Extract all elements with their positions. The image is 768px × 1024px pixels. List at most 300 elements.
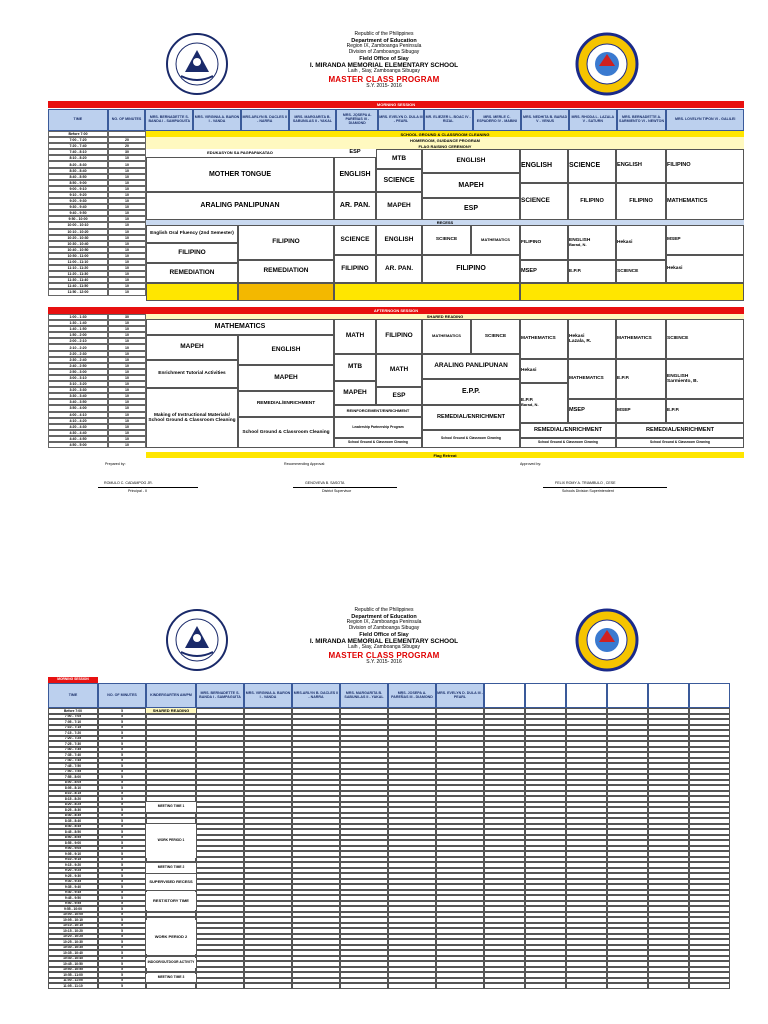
time-slot: 2:50 - 3:00 (48, 369, 108, 375)
time-slot: 8:10 - 8:20 (48, 155, 108, 161)
filipino-cell-h: FILIPINO (238, 225, 334, 260)
minutes-value: 5 (98, 835, 146, 841)
time-slot: 8:45 - 8:50 (48, 829, 98, 835)
minutes-value: 5 (98, 851, 146, 857)
english-cell-j: ENGLISH (376, 225, 422, 255)
remedial-cell-d: REMEDIAL/ENRICHMENT (616, 423, 744, 438)
minutes-value: 5 (98, 961, 146, 967)
minutes-value: 20 (108, 137, 146, 143)
msep-cell-p: MSEP (666, 225, 744, 255)
rest-story-time: REST/STORY TIME (146, 892, 196, 910)
time-slot: 8:40 - 8:45 (48, 824, 98, 830)
empty-column-header (525, 683, 566, 708)
minutes-value: 10 (108, 436, 146, 442)
time-slot: 4:40 - 4:50 (48, 436, 108, 442)
filipino-cell-i: FILIPINO (334, 255, 376, 283)
time-slot: 11:40 - 11:50 (48, 283, 108, 289)
science-cell-pm-f: SCIENCE (471, 319, 520, 354)
mapeh-cell-b: MAPEH (422, 173, 520, 198)
empty-cell (689, 983, 730, 989)
araling-cell: ARALING PANLIPUNAN (146, 192, 334, 220)
minutes-value: 5 (98, 967, 146, 973)
signatory-1-role: Principal - II (128, 489, 147, 493)
remedial-cell-c: REMEDIAL/ENRICHMENT (520, 423, 616, 438)
time-slot: 2:00 - 2:10 (48, 338, 108, 344)
minutes-value: 10 (108, 168, 146, 174)
time-slot: 11:10 - 11:20 (48, 265, 108, 271)
recommending-label: Recommending Approval: (284, 462, 326, 466)
time-column-am (48, 131, 146, 296)
minutes-value: 5 (98, 725, 146, 731)
minutes-value: 10 (108, 235, 146, 241)
time-slot: Before 7:00 (48, 131, 108, 137)
minutes-value: 10 (108, 241, 146, 247)
time-slot: 10:10 - 10:15 (48, 923, 98, 929)
filipino-cell-e: FILIPINO (616, 183, 666, 220)
empty-column-header (648, 683, 689, 708)
time-column-pm (48, 314, 146, 448)
column-header-row (48, 683, 730, 708)
esp-cell-b: ESP (422, 198, 520, 220)
mtb-cell-a: MTB (376, 149, 422, 169)
school-name: I. MIRANDA MEMORIAL ELEMENTARY SCHOOL (309, 61, 459, 69)
minutes-value: 10 (108, 222, 146, 228)
school-ground-cell-e: School Ground & Classroom Cleaning (616, 438, 744, 448)
school-ground-cell-d: School Ground & Classroom Cleaning (520, 438, 616, 448)
minutes-value: 10 (108, 283, 146, 289)
minutes-value: 5 (98, 862, 146, 868)
orange-filler-a (238, 283, 334, 301)
remediation-cell-a: REMEDIATION (146, 263, 238, 283)
time-slot: 7:50 - 7:55 (48, 769, 98, 775)
minutes-value: 10 (108, 424, 146, 430)
minutes-value: 10 (108, 405, 146, 411)
science-cell-i: SCIENCE (334, 225, 376, 255)
msep-cell-pm-i: MSEP (616, 399, 666, 423)
minutes-value: 10 (108, 277, 146, 283)
time-slot: 7:45 - 7:50 (48, 763, 98, 769)
minutes-value: 5 (98, 824, 146, 830)
time-slot: 10:10 - 10:20 (48, 229, 108, 235)
time-slot: 9:45 - 9:50 (48, 895, 98, 901)
yellow-filler-b (334, 283, 520, 301)
school-year: S.Y. 2015- 2016 (366, 659, 402, 666)
english-cell-pm-j (666, 359, 744, 399)
time-slot: 8:00 - 8:05 (48, 780, 98, 786)
minutes-value: 5 (98, 912, 146, 918)
time-slot: 8:20 - 8:25 (48, 802, 98, 808)
school-address: Laih , Siay, Zamboanga Sibugay (348, 644, 420, 651)
minutes-value: 5 (98, 791, 146, 797)
minutes-value: 5 (98, 868, 146, 874)
minutes-value: 20 (108, 143, 146, 149)
english-cell-n (568, 225, 616, 260)
time-slot: 7:25 - 7:30 (48, 741, 98, 747)
minutes-value: 10 (108, 320, 146, 326)
time-slot: 4:00 - 4:10 (48, 412, 108, 418)
mother-tongue-cell: MOTHER TONGUE (146, 157, 334, 192)
minutes-value: 10 (108, 247, 146, 253)
minutes-value: 10 (108, 174, 146, 180)
column-header: TIME (48, 683, 98, 708)
column-header: MRS. EVELYN D. DULA III - PEARL (436, 683, 484, 708)
division-line: Division of Zamboanga Sibugay (348, 48, 420, 55)
minutes-value: 5 (98, 780, 146, 786)
time-slot: 9:10 - 9:15 (48, 857, 98, 863)
meeting-time-2: MEETING TIME 2 (146, 863, 196, 873)
minutes-value: 5 (98, 719, 146, 725)
filipino-cell-pm-e: FILIPINO (376, 319, 422, 354)
minutes-value: 5 (98, 895, 146, 901)
minutes-value: 10 (108, 216, 146, 222)
time-slot: Before 7:00 (48, 708, 98, 714)
minutes-value: 5 (98, 934, 146, 940)
ground-cleaning-band: SCHOOL GROUND & CLASSROOM CLEANING (146, 131, 744, 137)
column-header: NO. OF MINUTES (108, 109, 146, 131)
hekasi-cell-pm-h (568, 319, 616, 359)
ar-pan-cell-j: AR. PAN. (376, 255, 422, 283)
minutes-value: 10 (108, 344, 146, 350)
approved-by-label: Approved by: (520, 462, 542, 466)
minutes-value: 10 (108, 357, 146, 363)
minutes-value: 10 (108, 399, 146, 405)
column-header: MRS. MARGARITA B. SABUNILAS II - YAKAL (289, 109, 337, 131)
column-header: MRS. VIRGINIA A. BARON I - VANDA (193, 109, 241, 131)
time-slot: 7:20 - 7:40 (48, 143, 108, 149)
minutes-value: 5 (98, 818, 146, 824)
time-slot: 7:20 - 7:25 (48, 736, 98, 742)
minutes-value: 5 (98, 978, 146, 984)
time-slot: 8:05 - 8:10 (48, 785, 98, 791)
minutes-value: 5 (98, 945, 146, 951)
minutes-value: 5 (98, 807, 146, 813)
filipino-cell-f: FILIPINO (666, 149, 744, 183)
mathematics-cell-pm-g: MATHEMATICS (520, 319, 568, 359)
time-slot: 11:30 - 11:40 (48, 277, 108, 283)
column-header-row (48, 109, 744, 131)
minutes-value: 5 (98, 873, 146, 879)
afternoon-session-band: AFTERNOON SESSION (48, 307, 744, 314)
time-slot: 9:50 - 9:55 (48, 901, 98, 907)
signature-line-2 (293, 487, 397, 488)
column-header: MRS. NEDHITA B. BARAD V - VENUS (521, 109, 569, 131)
time-slot: 9:05 - 9:10 (48, 851, 98, 857)
indoor-outdoor-activity: INDOOR/OUTDOOR ACTIVITY (146, 958, 196, 968)
minutes-value: 5 (98, 917, 146, 923)
column-header: MR. ELIEZER L. BOAC IV - RIZAL (424, 109, 473, 131)
minutes-value: 10 (108, 351, 146, 357)
minutes-value: 5 (98, 950, 146, 956)
time-slot: 3:00 - 3:10 (48, 375, 108, 381)
making-materials-cell: Making of Instructional Materials/ School Ground & Classroom Cleaning (146, 388, 238, 448)
homeroom-band: HOMEROOM, GUIDANCE PROGRAM (146, 137, 744, 143)
araling-pan-cell-pm: ARALING PANLIPUNAN (422, 354, 520, 379)
time-slot: 9:30 - 9:35 (48, 879, 98, 885)
mathematics-cell-pm: MATHEMATICS (146, 319, 334, 335)
time-slot: 11:00 - 11:05 (48, 978, 98, 984)
minutes-value: 5 (98, 769, 146, 775)
column-header: MRS.ARLYN B. DACLES II - NARRA (292, 683, 340, 708)
ar-pan-cell-a: AR. PAN. (334, 192, 376, 220)
english-text: ENGLISH (667, 373, 689, 379)
signatory-2-name: GENOVEVA B. SASOTA (305, 481, 345, 485)
school-ground-cell-a: School Ground & Classroom Cleaning (238, 417, 334, 448)
science-cell-c: SCIENCE (520, 183, 568, 220)
minutes-value: 10 (108, 155, 146, 161)
minutes-value: 5 (98, 736, 146, 742)
school-name: I. MIRANDA MEMORIAL ELEMENTARY SCHOOL (309, 637, 459, 645)
mapeh-cell-pm-a: MAPEH (146, 335, 238, 360)
hekasi-cell-p: Hekasi (666, 255, 744, 283)
republic-line: Republic of the Philippines (354, 31, 414, 37)
minutes-value: 10 (108, 265, 146, 271)
time-slot: 8:35 - 8:40 (48, 818, 98, 824)
minutes-value: 10 (108, 259, 146, 265)
signatory-3-role: Schools Division Superintendent (562, 489, 614, 493)
time-slot: 2:40 - 2:50 (48, 363, 108, 369)
english-cell-b: ENGLISH (422, 149, 520, 173)
time-row (48, 983, 730, 989)
time-slot: 8:50 - 9:00 (48, 180, 108, 186)
time-slot: 10:15 - 10:20 (48, 928, 98, 934)
time-slot: 9:15 - 9:20 (48, 862, 98, 868)
schedule-cell (196, 983, 244, 989)
minutes-value: 5 (98, 890, 146, 896)
minutes-value: 5 (98, 747, 146, 753)
time-slot: 2:30 - 2:40 (48, 357, 108, 363)
time-slot: 8:55 - 9:00 (48, 840, 98, 846)
minutes-value: 10 (108, 229, 146, 235)
minutes-value: 30 (108, 314, 146, 320)
empty-column-header (689, 683, 730, 708)
signatory-1-name: ROMULO C. CADAMPOG JR. (104, 481, 153, 485)
empty-cell (607, 983, 648, 989)
minutes-value: 5 (98, 763, 146, 769)
time-slot: 3:30 - 3:40 (48, 393, 108, 399)
column-header: MRS. VIRGINIA A. BARON I - VANDA (244, 683, 292, 708)
empty-cell (648, 983, 689, 989)
document-header (220, 608, 548, 666)
time-slot: 9:40 - 9:50 (48, 210, 108, 216)
science-cell-a: SCIENCE (376, 169, 422, 192)
column-header: NO. OF MINUTES (98, 683, 146, 708)
math-cell-pm-d: MATH (334, 319, 376, 354)
schedule-cell (244, 983, 292, 989)
field-office-line: Field Office of Siay (359, 631, 409, 638)
epp-cell-pm-g (520, 383, 568, 423)
epp-text: E.P.P. (521, 398, 534, 404)
schedule-cell (146, 983, 196, 989)
mathematics-cell-pm-f: MATHEMATICS (422, 319, 471, 354)
division-line: Division of Zamboanga Sibugay (348, 624, 420, 631)
barad-text: Barad, N. (569, 241, 587, 247)
column-header: TIME (48, 109, 108, 131)
minutes-value: 5 (98, 741, 146, 747)
time-slot: 9:20 - 9:25 (48, 868, 98, 874)
field-office-line: Field Office of Siay (359, 55, 409, 62)
minutes-value: 10 (108, 412, 146, 418)
time-slot: 11:05 - 11:10 (48, 983, 98, 989)
minutes-value: 5 (98, 884, 146, 890)
time-slot: 2:10 - 2:20 (48, 344, 108, 350)
column-header: MRS. BERNADETTE A. SARMIENTO VI - NEWTON (617, 109, 667, 131)
epp-cell-pm: E.P.P. (422, 379, 520, 405)
shared-reading-band: SHARED READING (146, 708, 196, 713)
column-header: MRS. BERNADETTE S. BANDA I - SAMPAGUITA (196, 683, 244, 708)
column-header: MRS. MARGARITA B. SABUNILAS II - YAKAL (340, 683, 388, 708)
meeting-time-3: MEETING TIME 3 (146, 974, 196, 982)
filipino-cell-m: FILIPINO (520, 225, 568, 260)
prepared-by-label: Prepared by: (105, 462, 126, 466)
minutes-value: 5 (98, 714, 146, 720)
mtb-cell-pm-d: MTB (334, 354, 376, 381)
minutes-value: 5 (98, 901, 146, 907)
time-slot: 10:20 - 10:25 (48, 934, 98, 940)
time-slot: 1:00 - 1:30 (48, 314, 108, 320)
hekasi-cell-o: Hekasi (616, 225, 666, 260)
minutes-value: 5 (98, 983, 146, 989)
minutes-value: 5 (98, 956, 146, 962)
meeting-time-1: MEETING TIME 1 (146, 802, 196, 812)
time-slot: 10:35 - 10:40 (48, 950, 98, 956)
english-text: ENGLISH (569, 237, 591, 243)
minutes-value: 5 (98, 840, 146, 846)
time-slot: 8:30 - 8:40 (48, 168, 108, 174)
minutes-value: 5 (98, 708, 146, 714)
empty-column-header (484, 683, 525, 708)
mapeh-cell-pm-d: MAPEH (334, 381, 376, 405)
time-slot: 10:00 - 10:10 (48, 222, 108, 228)
time-slot: 10:40 - 10:45 (48, 956, 98, 962)
minutes-value: 10 (108, 326, 146, 332)
minutes-value: 10 (108, 161, 146, 167)
page-title: MASTER CLASS PROGRAM (328, 651, 440, 661)
region-line: Region IX, Zamboanga Peninsula (346, 619, 422, 626)
time-slot: 9:20 - 9:30 (48, 198, 108, 204)
leadership-cell: Leadership Partnership Program (334, 417, 422, 438)
time-slot: 7:00 - 7:05 (48, 714, 98, 720)
minutes-value: 5 (98, 879, 146, 885)
column-header: MRS. BERNADETTE S. BANDA I - SAMPAGUITA (145, 109, 193, 131)
supervised-recess: SUPERVISED RECESS (146, 874, 196, 890)
schedule-cell (340, 983, 388, 989)
time-slot: 10:50 - 10:55 (48, 967, 98, 973)
minutes-value: 10 (108, 381, 146, 387)
minutes-value: 5 (98, 829, 146, 835)
mapeh-cell-pm-c: MAPEH (238, 365, 334, 391)
recess-band: RECESS (146, 220, 744, 225)
english-cell-e: ENGLISH (616, 149, 666, 183)
minutes-value: 5 (98, 758, 146, 764)
empty-column-header (607, 683, 648, 708)
science-cell-d: SCIENCE (568, 149, 616, 183)
shared-reading-band: SHARED READING (146, 314, 744, 319)
science-cell-o: SCIENCE (616, 260, 666, 283)
time-slot: 3:40 - 3:50 (48, 399, 108, 405)
time-slot: 1:50 - 2:00 (48, 332, 108, 338)
minutes-value: 10 (108, 271, 146, 277)
empty-cell (566, 983, 607, 989)
time-slot: 7:15 - 7:20 (48, 730, 98, 736)
mapeh-cell-a: MAPEH (376, 192, 422, 220)
time-slot: 8:10 - 8:15 (48, 791, 98, 797)
document-header (220, 32, 548, 90)
lazala-text: Lazala, R. (569, 339, 592, 344)
column-header: MRS. LOVELYN TIPON VI - GALILEI (666, 109, 744, 131)
time-slot: 11:00 - 11:10 (48, 259, 108, 265)
time-slot: 3:20 - 3:30 (48, 387, 108, 393)
flag-retreat-band: Flag Retreat (146, 452, 744, 458)
time-slot: 9:30 - 9:40 (48, 204, 108, 210)
sarmiento-text: Sarmiento, B. (667, 379, 698, 384)
time-slot: 9:35 - 9:40 (48, 884, 98, 890)
empty-cell (484, 983, 525, 989)
reinforcement-cell: REINFORCEMENT/ENRICHMENT (334, 405, 422, 417)
time-slot: 9:55 - 10:00 (48, 906, 98, 912)
barad-text: Barad, N. (521, 402, 539, 408)
morning-session-band: MORNING SESSION (48, 101, 744, 108)
school-year: S.Y. 2015- 2016 (366, 83, 402, 90)
column-header: MRS.ARLYN B. DACLES II - NARRA (241, 109, 289, 131)
empty-cell (525, 983, 566, 989)
science-cell-pm-j: SCIENCE (666, 319, 744, 359)
school-address: Laih , Siay, Zamboanga Sibugay (348, 68, 420, 75)
schedule-cell (436, 983, 484, 989)
remedial-cell-a: REMEDIAL/ENRICHMENT (238, 391, 334, 417)
time-slot: 11:50 - 12:00 (48, 289, 108, 295)
msep-cell-m: MSEP (520, 260, 568, 283)
morning-session-tag: MORNING SESSION (48, 677, 98, 683)
remediation-cell-b: REMEDIATION (238, 260, 334, 283)
time-slot: 9:50 - 10:00 (48, 216, 108, 222)
eduk-label: EDUKASYON SA PAGPAPAKATAO (207, 149, 273, 155)
minutes-value: 5 (98, 796, 146, 802)
time-slot: 9:00 - 9:05 (48, 846, 98, 852)
school-seal-logo (575, 608, 639, 672)
yellow-filler-c (520, 283, 744, 301)
filipino-cell-g: FILIPINO (146, 243, 238, 263)
time-slot: 7:35 - 7:40 (48, 752, 98, 758)
time-slot: 4:50 - 5:00 (48, 442, 108, 448)
oral-fluency-cell: English Oral Fluency (2nd Semester) (146, 225, 238, 243)
minutes-value: 10 (108, 198, 146, 204)
msep-cell-pm-h: MSEP (568, 399, 616, 423)
minutes-value: 10 (108, 253, 146, 259)
time-slot: 7:40 - 8:10 (48, 149, 108, 155)
time-slot: 9:40 - 9:45 (48, 890, 98, 896)
epp-cell-pm-j: E.P.P. (666, 399, 744, 423)
schedule-cell (388, 983, 436, 989)
time-slot: 4:10 - 4:20 (48, 418, 108, 424)
time-slot: 3:50 - 4:00 (48, 405, 108, 411)
time-slot: 2:20 - 2:30 (48, 351, 108, 357)
minutes-value: 5 (98, 928, 146, 934)
time-slot: 11:20 - 11:30 (48, 271, 108, 277)
minutes-value: 10 (108, 192, 146, 198)
time-slot: 10:30 - 10:35 (48, 945, 98, 951)
time-slot: 4:30 - 4:40 (48, 430, 108, 436)
minutes-value: 5 (98, 802, 146, 808)
time-slot: 7:10 - 7:15 (48, 725, 98, 731)
epp-cell-n: E.P.P. (568, 260, 616, 283)
column-header: MRS. EVELYN D. DULA III - PEARL (378, 109, 424, 131)
mathematics-cell-pm-i: MATHEMATICS (616, 319, 666, 359)
time-slot: 7:30 - 7:35 (48, 747, 98, 753)
time-slot: 8:50 - 8:55 (48, 835, 98, 841)
enrichment-cell: Enrichment Tutorial Activities (146, 360, 238, 388)
minutes-value: 5 (98, 846, 146, 852)
science-cell-k: SCIENCE (422, 225, 471, 255)
